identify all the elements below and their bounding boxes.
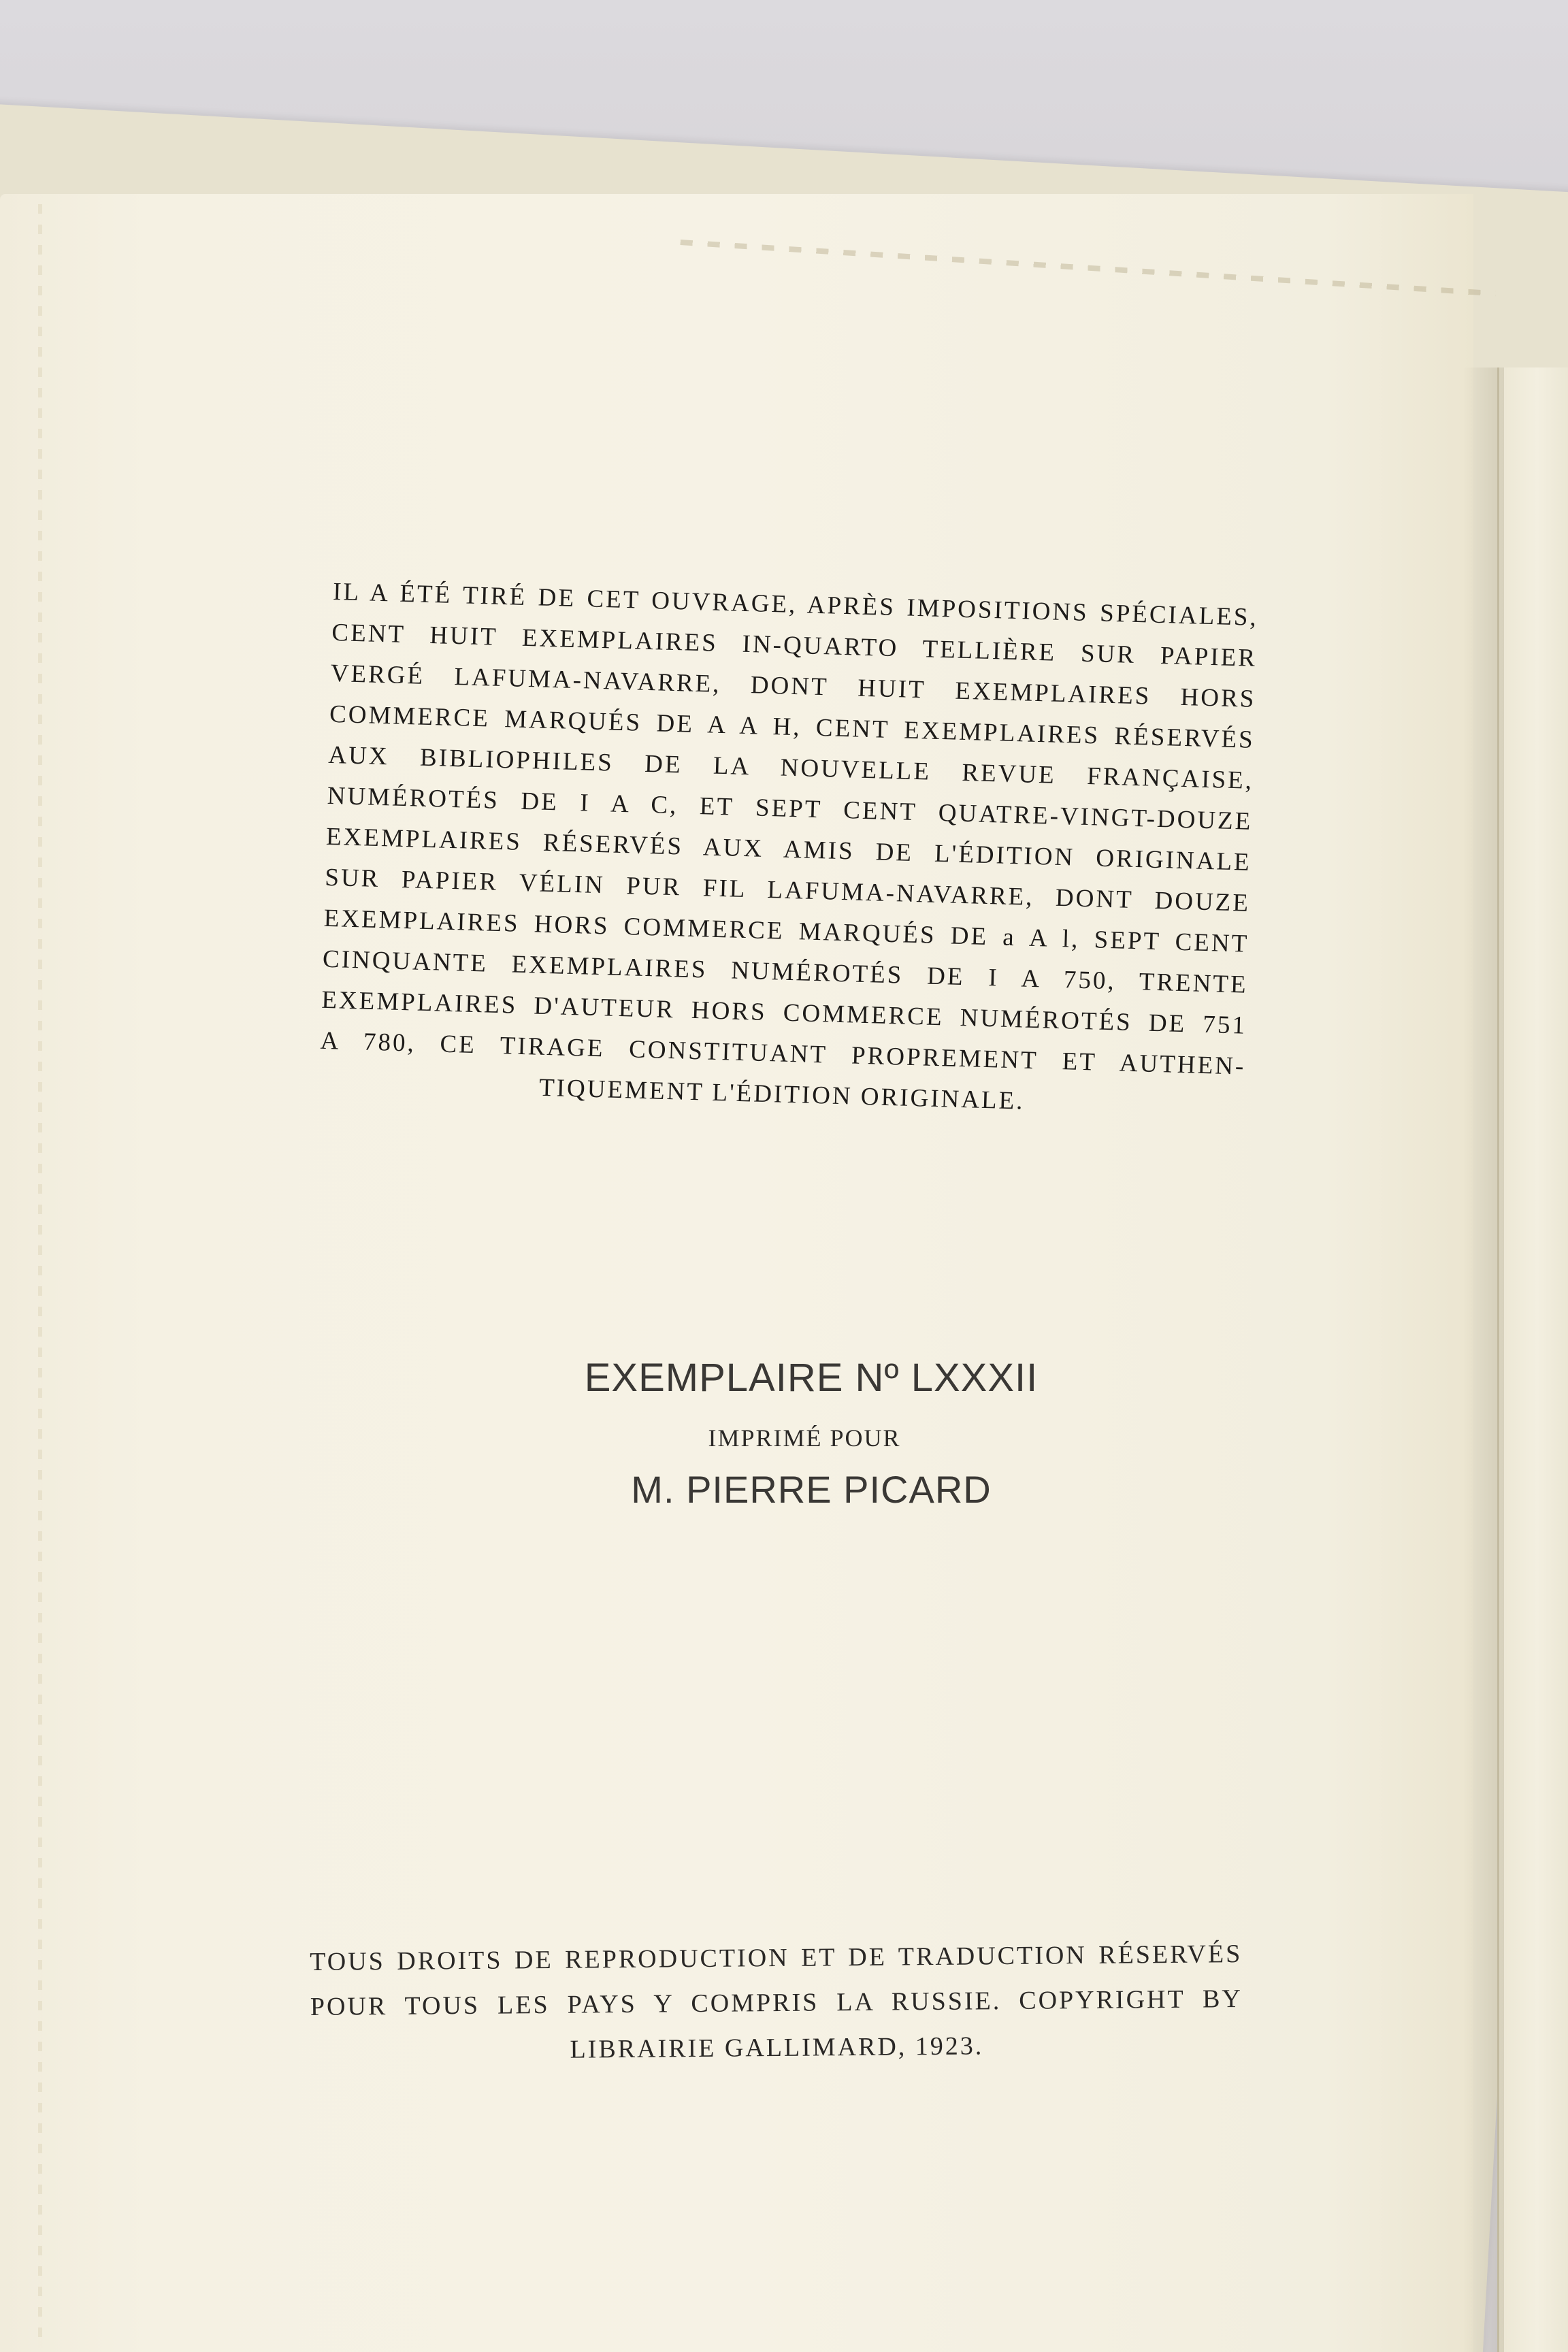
justification-line: AUX BIBLIOPHILES DE LA NOUVELLE REVUE FRANÇAISE, [327,740,1254,795]
rights-line: TOUS DROITS DE REPRODUCTION ET DE TRADUCTION RÉSERVÉS [310,1940,1243,1976]
justification-line: VERGÉ LAFUMA-NAVARRE, DONT HUIT EXEMPLAIRES HORS [330,659,1256,713]
justification-line: CINQUANTE EXEMPLAIRES NUMÉROTÉS DE I A 750, TRENTE [322,945,1249,999]
justification-text [318,572,1258,1128]
justification-line: EXEMPLAIRES RÉSERVÉS AUX AMIS DE L'ÉDITION ORIGINALE [325,822,1252,877]
rights-line: POUR TOUS LES PAYS Y COMPRIS LA RUSSIE. COPYRIGHT BY [310,1984,1243,2021]
copy-number: EXEMPLAIRE Nº LXXXII [584,1356,1039,1400]
rights-line: LIBRAIRIE GALLIMARD, 1923. [570,2031,984,2064]
justification-line: EXEMPLAIRES D'AUTEUR HORS COMMERCE NUMÉROTÉS DE 751 [321,985,1247,1040]
justification-line: TIQUEMENT L'ÉDITION ORIGINALE. [538,1073,1026,1115]
justification-line: NUMÉROTÉS DE I A C, ET SEPT CENT QUATRE-VINGT-DOUZE [327,781,1253,836]
justification-line: EXEMPLAIRES HORS COMMERCE MARQUÉS DE a A l, SEPT CENT [323,904,1250,958]
justification-line: A 780, CE TIRAGE CONSTITUANT PROPREMENT ET AUTHEN- [320,1026,1246,1081]
justification-line: IL A ÉTÉ TIRÉ DE CET OUVRAGE, APRÈS IMPOSITIONS SPÉCIALES, [332,577,1259,632]
justification-line: SUR PAPIER VÉLIN PUR FIL LAFUMA-NAVARRE, DONT DOUZE [324,863,1251,917]
printed-for-label: IMPRIMÉ POUR [708,1424,901,1452]
page-deckle-edge [38,204,42,2348]
justification-line: CENT HUIT EXEMPLAIRES IN-QUARTO TELLIÈRE SUR PAPIER [331,618,1258,672]
rights-notice [310,1931,1243,2074]
justification-line: COMMERCE MARQUÉS DE A A H, CENT EXEMPLAIRES RÉSERVÉS [329,700,1256,754]
recipient-name: M. PIERRE PICARD [631,1468,992,1511]
copy-designation [0,1354,1568,1514]
